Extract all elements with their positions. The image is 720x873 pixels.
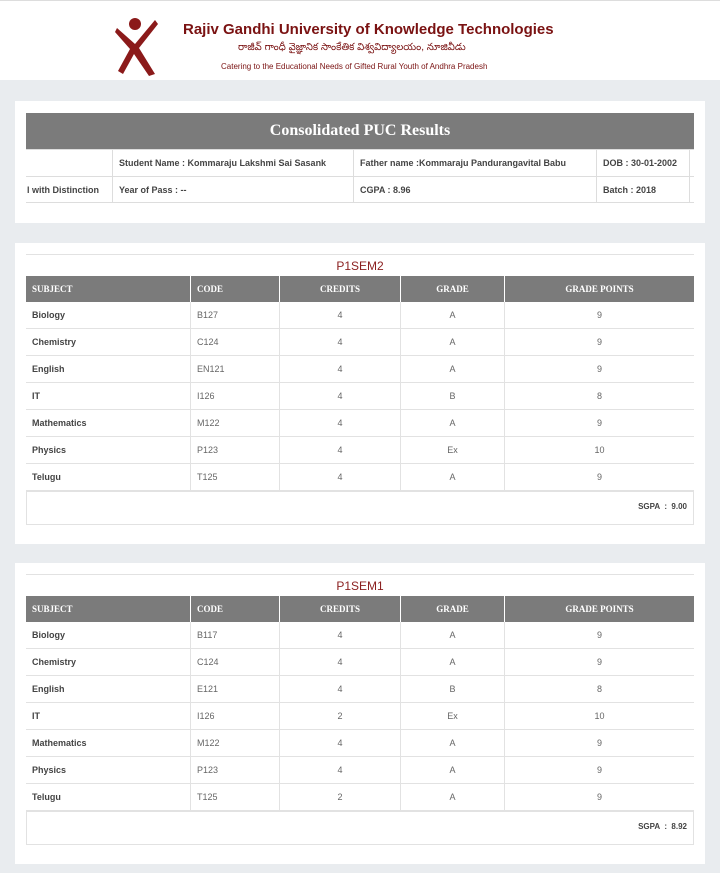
cell-code: E121 xyxy=(190,676,279,703)
col-credits: CREDITS xyxy=(279,276,400,302)
cell-subject: Biology xyxy=(32,630,65,640)
cell-grade-points: 9 xyxy=(504,757,694,784)
cell-grade: A xyxy=(400,329,504,356)
cell-grade-points: 8 xyxy=(504,676,694,703)
cell-credits: 4 xyxy=(279,730,400,757)
cell-grade: A xyxy=(400,410,504,437)
semester-card-p1sem2 xyxy=(15,243,705,544)
col-grade: GRADE xyxy=(400,596,504,622)
cell-credits: 4 xyxy=(279,757,400,784)
cell-grade: A xyxy=(400,356,504,383)
semester-title: P1SEM1 xyxy=(26,574,694,596)
table-row xyxy=(26,329,694,356)
cell-grade: A xyxy=(400,757,504,784)
cell-code: C124 xyxy=(190,649,279,676)
col-grade-points: GRADE POINTS xyxy=(504,276,694,302)
student-info-grid xyxy=(26,149,694,203)
cell-credits: 4 xyxy=(279,356,400,383)
cell-credits: 4 xyxy=(279,437,400,464)
cell-credits: 4 xyxy=(279,649,400,676)
university-name: Rajiv Gandhi University of Knowledge Technologies xyxy=(183,21,554,38)
semester-card-p1sem1 xyxy=(15,563,705,864)
results-table-body xyxy=(26,622,694,811)
cell-subject: Chemistry xyxy=(32,337,77,347)
cell-subject: Mathematics xyxy=(32,738,87,748)
col-code: CODE xyxy=(190,276,279,302)
cell-grade: A xyxy=(400,302,504,329)
cell-code: P123 xyxy=(190,437,279,464)
cell-code: B127 xyxy=(190,302,279,329)
cell-code: EN121 xyxy=(190,356,279,383)
cell-credits: 2 xyxy=(279,703,400,730)
table-row xyxy=(26,437,694,464)
results-table-header xyxy=(26,276,694,302)
cell-credits: 4 xyxy=(279,464,400,491)
cell-grade: A xyxy=(400,464,504,491)
table-row xyxy=(26,464,694,491)
info-edge xyxy=(689,176,694,203)
cell-code: B117 xyxy=(190,622,279,649)
cell-grade-points: 9 xyxy=(504,302,694,329)
cell-code: M122 xyxy=(190,410,279,437)
cell-subject: Chemistry xyxy=(32,657,77,667)
division: l with Distinction xyxy=(26,176,112,203)
cell-grade-points: 9 xyxy=(504,730,694,757)
cell-grade: A xyxy=(400,784,504,811)
cell-code: C124 xyxy=(190,329,279,356)
cell-subject: Telugu xyxy=(32,792,61,802)
date-of-birth: DOB : 30-01-2002 xyxy=(596,149,689,176)
university-name-telugu: రాజీవ్ గాంధీ వైజ్ఞానిక సాంకేతిక విశ్వవిద్యాలయం, నూజివీడు xyxy=(238,42,466,53)
cell-grade-points: 9 xyxy=(504,329,694,356)
table-row xyxy=(26,757,694,784)
cell-grade-points: 10 xyxy=(504,703,694,730)
info-blank xyxy=(26,149,112,176)
cell-credits: 4 xyxy=(279,410,400,437)
table-row xyxy=(26,649,694,676)
cell-subject: Mathematics xyxy=(32,418,87,428)
cell-grade: Ex xyxy=(400,703,504,730)
table-row xyxy=(26,356,694,383)
cell-grade: B xyxy=(400,383,504,410)
batch: Batch : 2018 xyxy=(596,176,689,203)
results-table-header xyxy=(26,596,694,622)
table-row xyxy=(26,703,694,730)
summary-card xyxy=(15,101,705,223)
page-title: Consolidated PUC Results xyxy=(26,113,694,149)
col-subject: SUBJECT xyxy=(32,604,73,614)
cell-credits: 4 xyxy=(279,622,400,649)
cell-credits: 4 xyxy=(279,383,400,410)
rgukt-logo-icon xyxy=(115,16,163,78)
cell-grade-points: 10 xyxy=(504,437,694,464)
col-credits: CREDITS xyxy=(279,596,400,622)
cell-grade-points: 9 xyxy=(504,464,694,491)
cell-grade: Ex xyxy=(400,437,504,464)
cell-credits: 4 xyxy=(279,676,400,703)
cell-code: T125 xyxy=(190,464,279,491)
sgpa-footer xyxy=(26,491,694,525)
table-row xyxy=(26,784,694,811)
student-name: Student Name : Kommaraju Lakshmi Sai Sasank xyxy=(112,149,353,176)
cell-subject: English xyxy=(32,364,65,374)
sgpa-value: SGPA : 8.92 xyxy=(638,822,687,831)
col-subject: SUBJECT xyxy=(32,284,73,294)
university-tagline: Catering to the Educational Needs of Gifted Rural Youth of Andhra Pradesh xyxy=(221,62,488,71)
cell-grade-points: 9 xyxy=(504,356,694,383)
cell-subject: Biology xyxy=(32,310,65,320)
col-grade-points: GRADE POINTS xyxy=(504,596,694,622)
col-grade: GRADE xyxy=(400,276,504,302)
table-row xyxy=(26,410,694,437)
table-row xyxy=(26,383,694,410)
sgpa-value: SGPA : 9.00 xyxy=(638,502,687,511)
semester-title: P1SEM2 xyxy=(26,254,694,276)
cell-grade-points: 9 xyxy=(504,410,694,437)
cell-credits: 4 xyxy=(279,329,400,356)
cell-grade-points: 9 xyxy=(504,622,694,649)
cell-subject: Telugu xyxy=(32,472,61,482)
year-of-pass: Year of Pass : -- xyxy=(112,176,353,203)
father-name: Father name :Kommaraju Pandurangavital Babu xyxy=(353,149,596,176)
table-row xyxy=(26,302,694,329)
sgpa-footer xyxy=(26,811,694,845)
cgpa: CGPA : 8.96 xyxy=(353,176,596,203)
cell-subject: Physics xyxy=(32,765,67,775)
cell-code: P123 xyxy=(190,757,279,784)
cell-grade: A xyxy=(400,622,504,649)
table-row xyxy=(26,622,694,649)
table-row xyxy=(26,730,694,757)
cell-subject: IT xyxy=(32,711,40,721)
table-row xyxy=(26,676,694,703)
cell-credits: 2 xyxy=(279,784,400,811)
cell-code: I126 xyxy=(190,703,279,730)
site-header xyxy=(0,0,720,80)
cell-subject: Physics xyxy=(32,445,67,455)
cell-grade: B xyxy=(400,676,504,703)
results-table-body xyxy=(26,302,694,491)
cell-grade-points: 9 xyxy=(504,784,694,811)
cell-subject: IT xyxy=(32,391,40,401)
cell-grade: A xyxy=(400,649,504,676)
cell-credits: 4 xyxy=(279,302,400,329)
col-code: CODE xyxy=(190,596,279,622)
cell-code: T125 xyxy=(190,784,279,811)
cell-code: I126 xyxy=(190,383,279,410)
cell-grade: A xyxy=(400,730,504,757)
cell-grade-points: 8 xyxy=(504,383,694,410)
cell-code: M122 xyxy=(190,730,279,757)
info-edge xyxy=(689,149,694,176)
cell-grade-points: 9 xyxy=(504,649,694,676)
cell-subject: English xyxy=(32,684,65,694)
